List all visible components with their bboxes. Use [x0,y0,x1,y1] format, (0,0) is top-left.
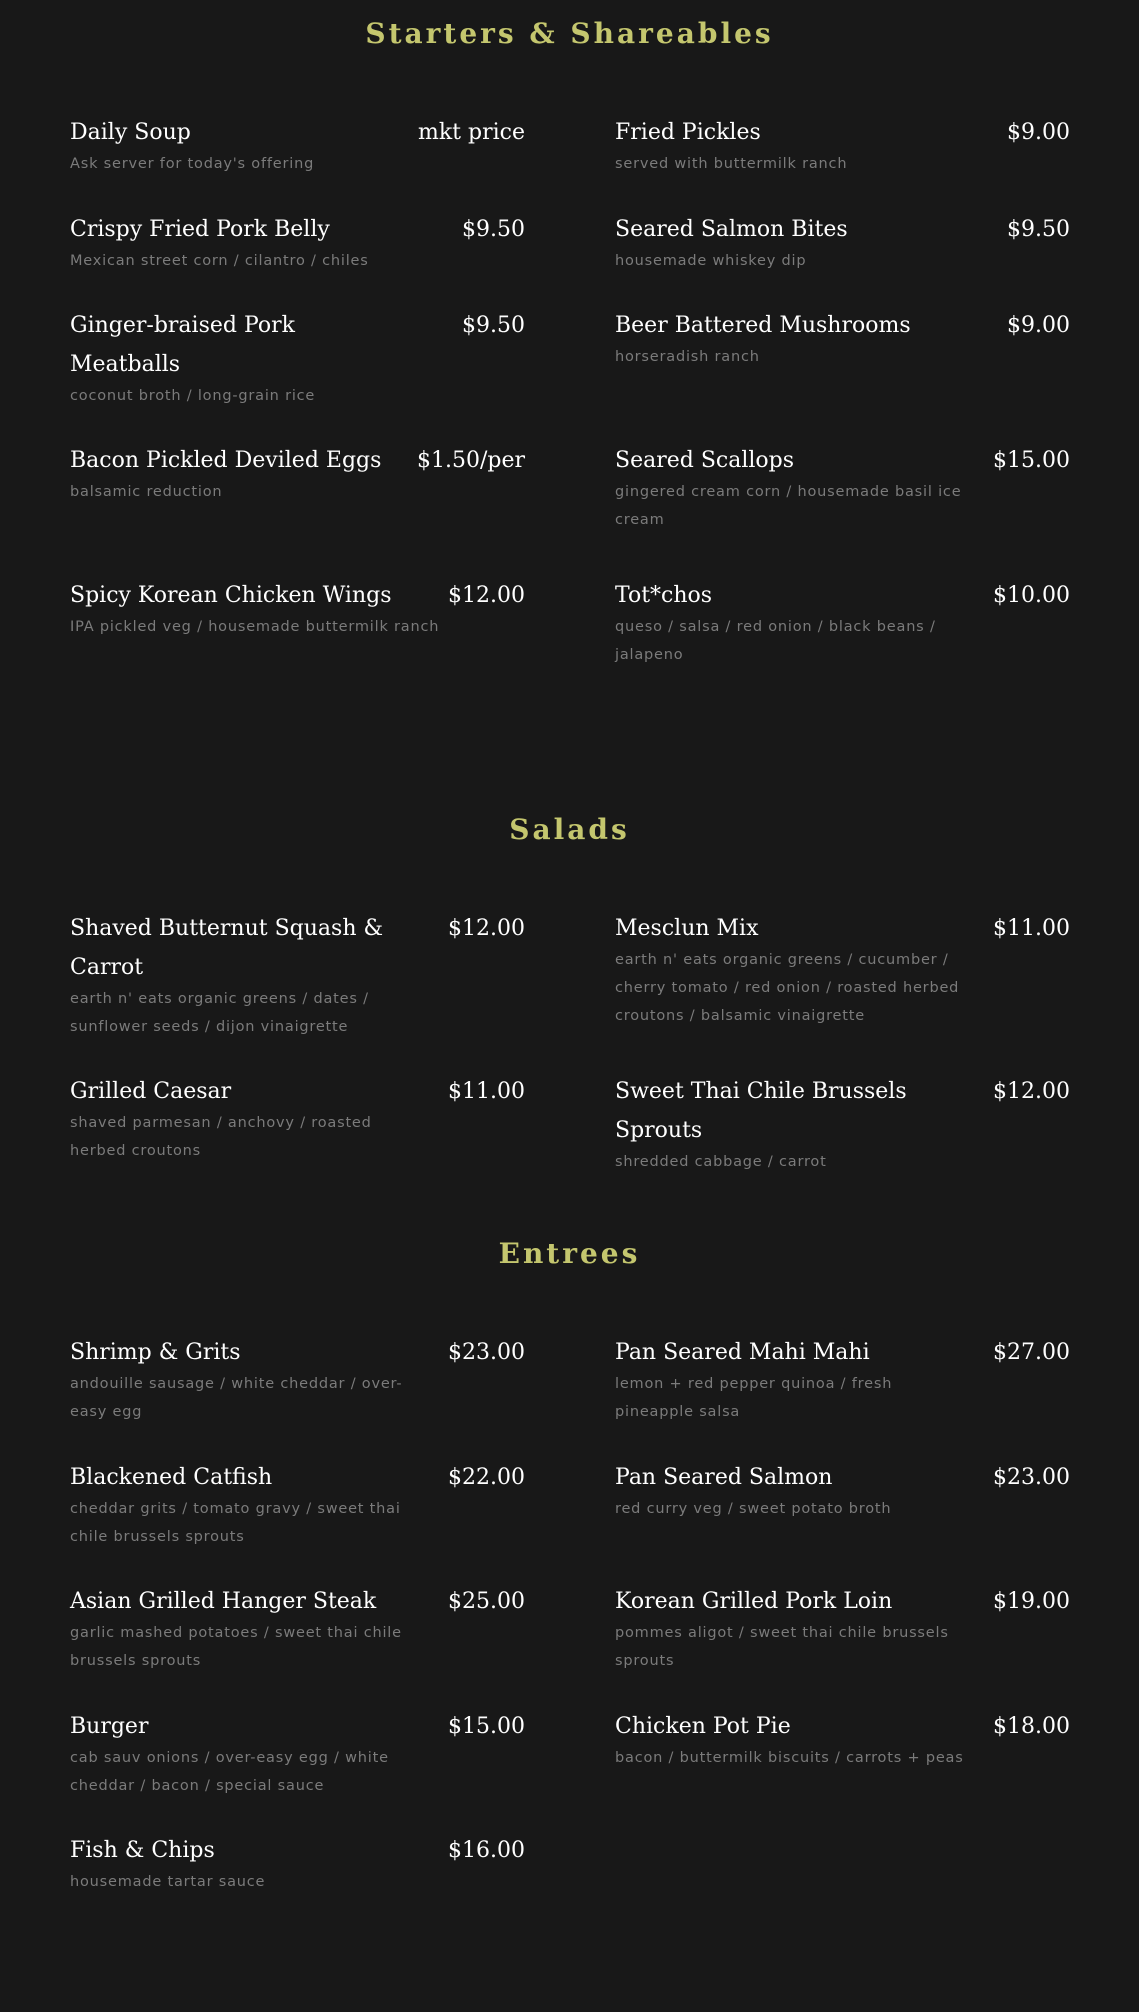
item-price: $12.00 [448,916,525,941]
item-description: lemon + red pepper quinoa / fresh pineapple salsa [615,1376,893,1420]
item-name: Pan Seared Salmon [615,1465,833,1490]
item-description: queso / salsa / red onion / black beans / jalapeno [615,619,936,663]
item-name: Blackened Catfish [70,1465,273,1490]
item-name: Fish & Chips [70,1838,215,1863]
item-description: housemade whiskey dip [615,253,807,269]
item-price: $9.00 [1007,120,1070,145]
item-description: andouille sausage / white cheddar / over-easy egg [70,1376,403,1420]
item-name: Tot*chos [615,583,713,608]
item-price: $12.00 [993,1079,1070,1104]
item-price: $23.00 [448,1340,525,1365]
item-price: mkt price [417,120,525,145]
menu-item [615,210,1070,275]
menu-item [615,909,1070,1030]
item-name: Crispy Fried Pork Belly [70,217,330,242]
item-description: IPA pickled veg / housemade buttermilk ranch [70,619,440,635]
menu-item [70,576,525,641]
item-description: housemade tartar sauce [70,1874,266,1890]
item-price: $11.00 [448,1079,525,1104]
item-name: Shrimp & Grits [70,1340,241,1365]
menu-item [615,1582,1070,1675]
menu-item [615,1458,1070,1523]
menu-item [615,1707,1070,1772]
item-description: shaved parmesan / anchovy / roasted herbed croutons [70,1115,372,1159]
item-name: Asian Grilled Hanger Steak [70,1589,377,1614]
item-description: Ask server for today's offering [70,156,315,172]
menu-item [70,113,525,178]
section-title: Entrees [498,1237,641,1270]
item-price: $23.00 [993,1465,1070,1490]
section-title: Starters & Shareables [365,17,774,50]
item-price: $9.50 [1007,217,1070,242]
menu-item [615,113,1070,178]
item-description: served with buttermilk ranch [615,156,848,172]
item-name: Seared Scallops [615,448,795,473]
item-description: pommes aligot / sweet thai chile brussels sprouts [615,1625,949,1669]
item-price: $16.00 [448,1838,525,1863]
item-name: Korean Grilled Pork Loin [615,1589,893,1614]
item-price: $1.50/per [416,448,525,473]
item-price: $9.50 [462,217,525,242]
item-description: garlic mashed potatoes / sweet thai chile brussels sprouts [70,1625,402,1669]
menu-item [615,1072,1070,1176]
item-description: cab sauv onions / over-easy egg / white cheddar / bacon / special sauce [70,1750,389,1794]
item-name: Burger [70,1714,149,1739]
item-name: Sweet Thai Chile Brussels Sprouts [615,1079,907,1143]
item-description: Mexican street corn / cilantro / chiles [70,253,369,269]
item-description: red curry veg / sweet potato broth [615,1501,892,1517]
item-price: $11.00 [993,916,1070,941]
item-name: Mesclun Mix [615,916,759,941]
item-name: Beer Battered Mushrooms [615,313,911,338]
item-price: $9.50 [462,313,525,338]
item-description: coconut broth / long-grain rice [70,388,316,404]
item-description: balsamic reduction [70,484,223,500]
menu-item [70,909,525,1041]
menu-item [70,210,525,275]
menu-item [70,441,525,506]
item-price: $15.00 [448,1714,525,1739]
item-name: Spicy Korean Chicken Wings [70,583,392,608]
menu-item [615,441,1070,534]
menu-item [70,1333,525,1426]
item-name: Grilled Caesar [70,1079,232,1104]
item-price: $15.00 [993,448,1070,473]
item-description: cheddar grits / tomato gravy / sweet thai chile brussels sprouts [70,1501,401,1545]
item-description: horseradish ranch [615,349,760,365]
item-description: gingered cream corn / housemade basil ice cream [615,484,962,528]
item-name: Pan Seared Mahi Mahi [615,1340,870,1365]
item-price: $27.00 [993,1340,1070,1365]
item-description: shredded cabbage / carrot [615,1154,827,1170]
section-title: Salads [509,813,630,846]
item-price: $10.00 [993,583,1070,608]
item-price: $22.00 [448,1465,525,1490]
item-price: $25.00 [448,1589,525,1614]
item-name: Daily Soup [70,120,191,145]
item-description: earth n' eats organic greens / cucumber / cherry tomato / red onion / roasted herbed croutons / balsamic vinaigrette [615,952,960,1024]
item-name: Shaved Butternut Squash & Carrot [70,916,384,980]
menu-item [70,1582,525,1675]
item-price: $12.00 [448,583,525,608]
item-name: Seared Salmon Bites [615,217,848,242]
item-price: $18.00 [993,1714,1070,1739]
menu-item [615,576,1070,669]
menu-item [615,1333,1070,1426]
menu-item [70,1072,525,1165]
item-description: bacon / buttermilk biscuits / carrots + peas [615,1750,964,1766]
menu-item [70,1458,525,1551]
item-name: Chicken Pot Pie [615,1714,791,1739]
item-price: $9.00 [1007,313,1070,338]
menu-item [70,306,525,410]
menu-item [70,1707,525,1800]
menu-item [615,306,1070,371]
item-name: Bacon Pickled Deviled Eggs [70,448,382,473]
item-price: $19.00 [993,1589,1070,1614]
item-name: Ginger-braised Pork Meatballs [70,313,295,377]
item-name: Fried Pickles [615,120,761,145]
menu-item [70,1831,525,1896]
item-description: earth n' eats organic greens / dates / sunflower seeds / dijon vinaigrette [70,991,369,1035]
